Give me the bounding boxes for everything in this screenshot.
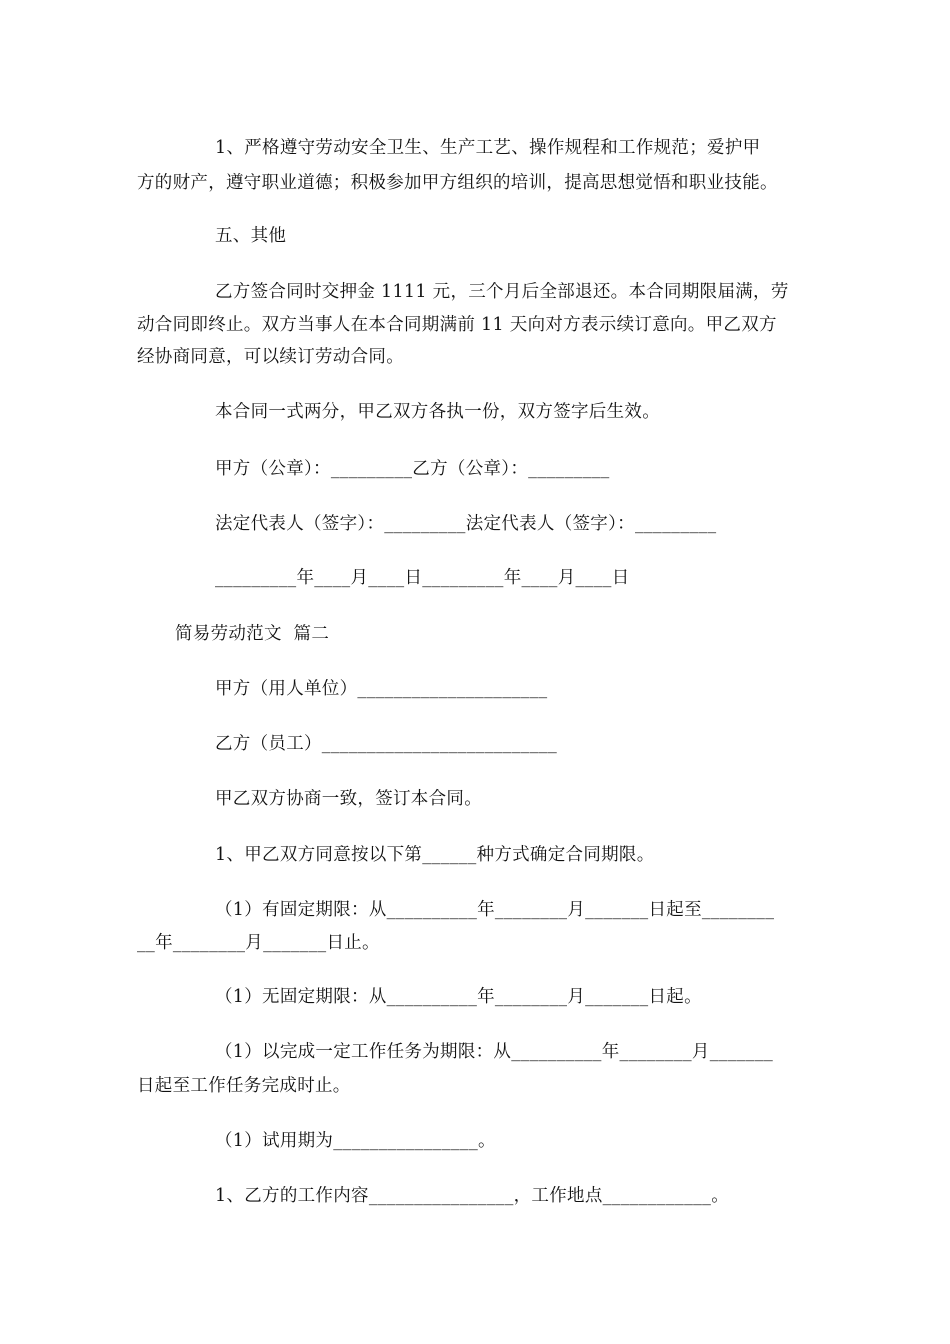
- term-open-line: （1）无固定期限：从__________年________月_______日起。: [215, 987, 702, 1007]
- section-heading: 五、其他: [215, 226, 287, 246]
- term-task-line: （1）以完成一定工作任务为期限：从__________年________月_______: [215, 1042, 774, 1062]
- clause-text-line: 方的财产，遵守职业道德；积极参加甲方组织的培训，提高思想觉悟和职业技能。: [137, 173, 778, 193]
- clause-text-line: 乙方签合同时交押金 1111 元，三个月后全部退还。本合同期限届满，劳: [215, 282, 789, 302]
- party-b-field: 乙方（员工）__________________________: [215, 734, 558, 754]
- probation-line: （1）试用期为________________。: [215, 1131, 496, 1151]
- clause-text-line: 1、严格遵守劳动安全卫生、生产工艺、操作规程和工作规范；爱护甲: [215, 138, 761, 158]
- signature-date-line: _________年____月____日_________年____月____日: [215, 568, 630, 588]
- party-a-field: 甲方（用人单位）_____________________: [215, 679, 548, 699]
- clause-text-line: 动合同即终止。双方当事人在本合同期满前 11 天向对方表示续订意向。甲乙双方: [137, 315, 777, 335]
- clause-text-line: 1、甲乙双方同意按以下第______种方式确定合同期限。: [215, 845, 655, 865]
- signature-seal-line: 甲方（公章）：_________乙方（公章）：_________: [215, 459, 610, 479]
- term-task-line: 日起至工作任务完成时止。: [137, 1076, 351, 1096]
- term-fixed-line: __年________月_______日止。: [137, 933, 380, 953]
- clause-text-line: 本合同一式两分，甲乙双方各执一份，双方签字后生效。: [215, 402, 660, 422]
- term-fixed-line: （1）有固定期限：从__________年________月_______日起至________: [215, 900, 775, 920]
- signature-representative-line: 法定代表人（签字）：_________法定代表人（签字）：_________: [215, 514, 717, 534]
- clause-text-line: 经协商同意，可以续订劳动合同。: [137, 347, 404, 367]
- clause-text-line: 甲乙双方协商一致，签订本合同。: [215, 789, 482, 809]
- work-content-line: 1、乙方的工作内容________________，工作地点____________。: [215, 1186, 730, 1206]
- document-subtitle: 简易劳动范文 篇二: [175, 624, 330, 644]
